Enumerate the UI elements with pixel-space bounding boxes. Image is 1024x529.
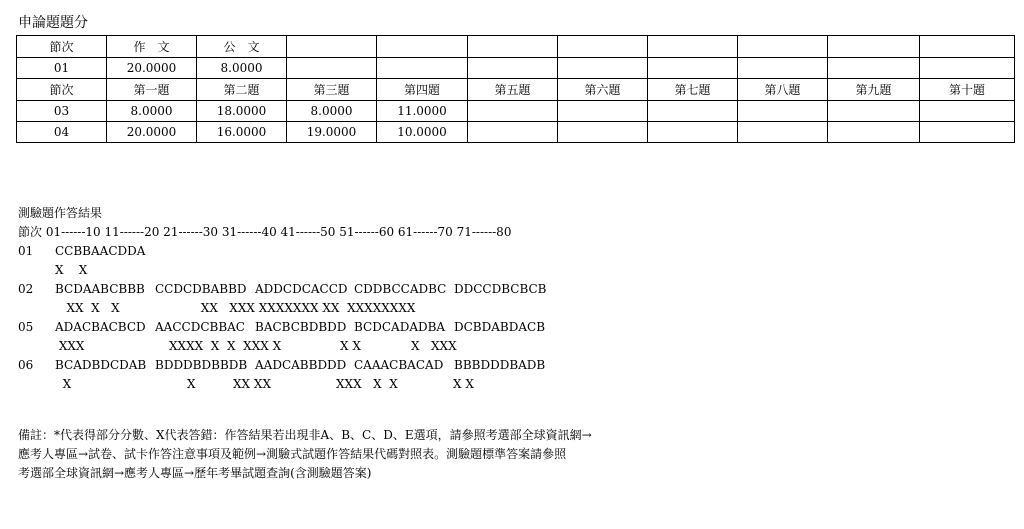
header-cell: 節次 xyxy=(17,36,107,58)
mc-results xyxy=(18,204,547,394)
marks-block: X xyxy=(187,377,196,391)
score-cell: 8.0000 xyxy=(107,101,197,122)
score-cell xyxy=(468,122,558,143)
marks-row xyxy=(18,375,511,394)
header-cell: 第一題 xyxy=(107,79,197,101)
marks-block: X X xyxy=(453,377,474,391)
header-cell xyxy=(287,36,377,58)
remark-line: 應考人專區→試卷、試卡作答注意事項及範例→測驗式試題作答結果代碼對照表。測驗題標準答案請參照 xyxy=(18,447,567,461)
answer-row xyxy=(18,318,546,337)
marks-block: XXX X X xyxy=(336,377,398,391)
score-cell xyxy=(828,101,920,122)
remarks xyxy=(18,426,592,483)
mc-title: 測驗題作答結果 xyxy=(18,206,103,220)
score-cell: 10.0000 xyxy=(377,122,468,143)
remark-line: 備註：*代表得部分分數、X代表答錯：作答結果若出現非A、B、C、D、E選項，請參照考選部全球資訊網→ xyxy=(18,428,592,442)
marks-row xyxy=(18,299,511,318)
answer-block: CCDCDBABBD xyxy=(155,282,247,296)
score-cell: 8.0000 xyxy=(287,101,377,122)
answer-block: BBBDDDBADB xyxy=(454,358,546,372)
answer-block: CAAACBACAD xyxy=(354,358,444,372)
header-cell xyxy=(558,36,648,58)
answer-block: DDCCDBCBCB xyxy=(454,282,547,296)
score-cell: 20.0000 xyxy=(107,122,197,143)
score-cell xyxy=(287,58,377,79)
answer-block: BDDDBDBBDB xyxy=(155,358,248,372)
answer-block: ADDCDCACCD xyxy=(255,282,348,296)
header-cell xyxy=(468,36,558,58)
header-cell: 節次 xyxy=(17,79,107,101)
session-code: 01 xyxy=(18,244,34,258)
score-cell xyxy=(648,101,738,122)
answer-block: ADACBACBCD xyxy=(55,320,146,334)
marks-block: XXXX X X XXX X xyxy=(169,339,282,353)
header-cell: 第九題 xyxy=(828,79,920,101)
score-cell xyxy=(738,122,828,143)
table-row xyxy=(17,58,1015,79)
score-cell xyxy=(648,122,738,143)
marks-block: XX XXX XXXXXXX XX XXXXXXXX xyxy=(155,301,416,315)
answer-block: DCBDABDACB xyxy=(454,320,546,334)
score-cell xyxy=(828,122,920,143)
score-cell xyxy=(920,122,1015,143)
marks-block: X XXX xyxy=(411,339,457,353)
essay-scores-table xyxy=(16,35,1015,143)
score-cell xyxy=(558,101,648,122)
header-cell: 第二題 xyxy=(197,79,287,101)
score-cell xyxy=(738,101,828,122)
header-cell xyxy=(738,36,828,58)
table-row xyxy=(17,79,1015,101)
session-code: 05 xyxy=(18,320,34,334)
score-cell xyxy=(558,58,648,79)
answer-block: CCBBAACDDA xyxy=(55,244,146,258)
score-cell: 11.0000 xyxy=(377,101,468,122)
marks-row xyxy=(18,337,511,356)
answer-row xyxy=(18,280,547,299)
remark-line: 考選部全球資訊網→應考人專區→歷年考畢試題查詢(含測驗題答案) xyxy=(18,466,372,480)
score-cell: 19.0000 xyxy=(287,122,377,143)
header-cell: 第七題 xyxy=(648,79,738,101)
score-cell: 8.0000 xyxy=(197,58,287,79)
marks-block: X xyxy=(55,377,72,391)
header-cell xyxy=(920,36,1015,58)
marks-block: X X xyxy=(340,339,361,353)
table-row xyxy=(17,122,1015,143)
answer-row xyxy=(18,356,546,375)
answer-block: BCDCADADBA xyxy=(354,320,446,334)
header-cell: 第四題 xyxy=(377,79,468,101)
mc-header: 節次 01------10 11------20 21------30 31------40 41------50 51------60 61------70 71------80 xyxy=(18,225,512,239)
header-cell xyxy=(828,36,920,58)
table-row xyxy=(17,101,1015,122)
session-cell: 03 xyxy=(17,101,107,122)
session-code: 06 xyxy=(18,358,34,372)
header-cell: 第五題 xyxy=(468,79,558,101)
score-cell xyxy=(468,101,558,122)
session-cell: 04 xyxy=(17,122,107,143)
session-cell: 01 xyxy=(17,58,107,79)
header-cell xyxy=(377,36,468,58)
score-cell xyxy=(828,58,920,79)
header-cell xyxy=(648,36,738,58)
answer-block: AADCABBDDD xyxy=(255,358,347,372)
header-cell: 公 文 xyxy=(197,36,287,58)
answer-block: BCADBDCDAB xyxy=(55,358,147,372)
header-cell: 第六題 xyxy=(558,79,648,101)
score-cell xyxy=(920,58,1015,79)
marks-block: XX X X xyxy=(55,301,120,315)
header-cell: 第十題 xyxy=(920,79,1015,101)
header-cell: 第八題 xyxy=(738,79,828,101)
marks-block: XXX xyxy=(55,339,85,353)
table-row xyxy=(17,36,1015,58)
session-code: 02 xyxy=(18,282,34,296)
answer-block: AACCDCBBAC xyxy=(155,320,245,334)
header-cell: 作 文 xyxy=(107,36,197,58)
answer-block: BACBCBDBDD xyxy=(255,320,347,334)
marks-block: XX XX xyxy=(233,377,271,391)
score-cell: 18.0000 xyxy=(197,101,287,122)
marks-row xyxy=(18,261,511,280)
answer-block: CDDBCCADBC xyxy=(354,282,447,296)
score-cell xyxy=(558,122,648,143)
score-cell xyxy=(468,58,558,79)
score-cell xyxy=(920,101,1015,122)
answer-block: BCDAABCBBB xyxy=(55,282,145,296)
header-cell: 第三題 xyxy=(287,79,377,101)
score-cell: 16.0000 xyxy=(197,122,287,143)
answer-row xyxy=(18,242,511,261)
score-cell xyxy=(377,58,468,79)
score-cell xyxy=(648,58,738,79)
marks-block: X X xyxy=(55,263,88,277)
score-cell xyxy=(738,58,828,79)
essay-scores-title: 申論題題分 xyxy=(18,15,88,31)
score-cell: 20.0000 xyxy=(107,58,197,79)
